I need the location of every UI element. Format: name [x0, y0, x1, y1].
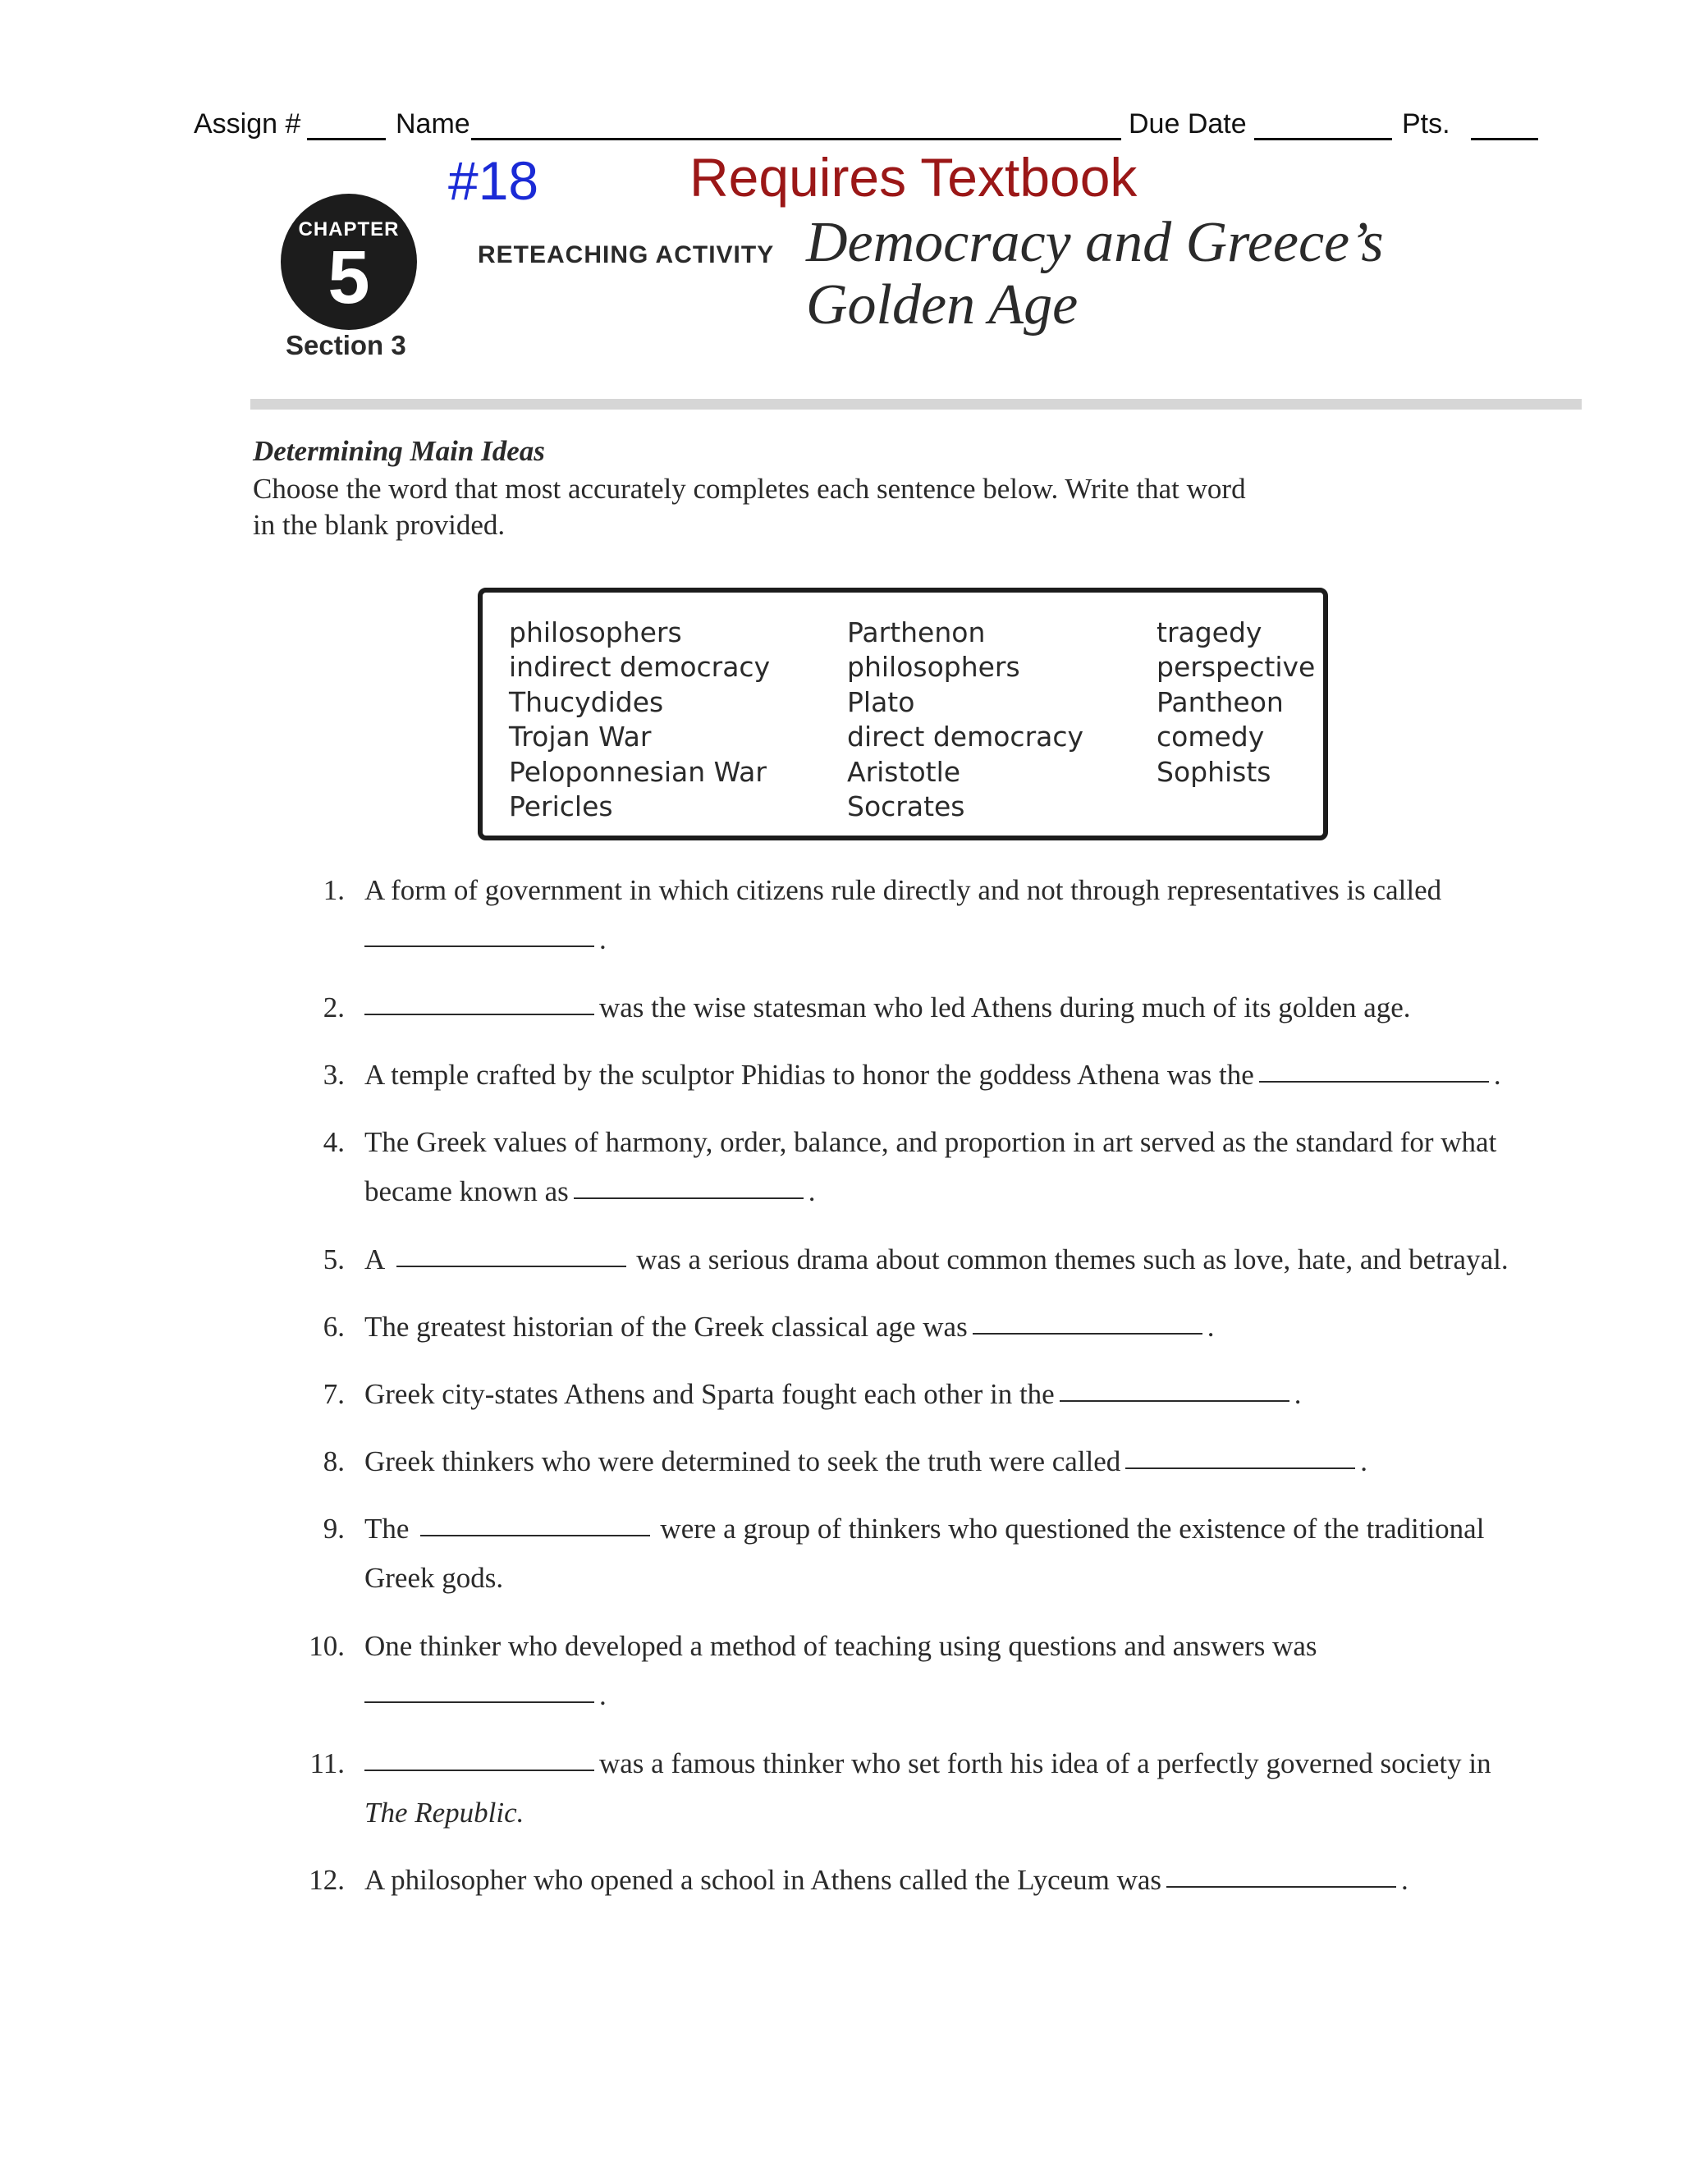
question-9-text: The were a group of thinkers who questioned the existence of the traditional — [364, 1513, 1485, 1545]
activity-label: RETEACHING ACTIVITY — [478, 241, 775, 268]
answer-blank-8[interactable] — [1125, 1467, 1355, 1469]
chapter-word: CHAPTER — [298, 218, 400, 240]
chapter-badge — [281, 194, 417, 330]
word-bank-item: perspective — [1157, 651, 1316, 684]
word-bank-item: philosophers — [509, 616, 682, 648]
question-10-text: One thinker who developed a method of teaching using questions and answers was — [364, 1630, 1317, 1662]
due-date-label: Due Date — [1129, 108, 1247, 140]
points-blank[interactable] — [1471, 138, 1538, 140]
assign-number-blank[interactable] — [307, 138, 386, 140]
answer-blank-1[interactable] — [364, 945, 594, 947]
answer-blank-6[interactable] — [973, 1333, 1202, 1335]
answer-blank-2[interactable] — [364, 1014, 594, 1015]
title-line-1: Democracy and Greece’s — [806, 211, 1384, 274]
question-9-line-2: Greek gods. — [364, 1562, 504, 1594]
word-bank-item: Pantheon — [1157, 685, 1284, 718]
chapter-number: 5 — [327, 236, 370, 319]
question-number: 1. — [323, 874, 345, 906]
answer-blank-10[interactable] — [364, 1701, 594, 1703]
instructions-line-2: in the blank provided. — [253, 509, 506, 541]
answer-blank-12[interactable] — [1166, 1886, 1396, 1888]
question-number: 6. — [323, 1311, 345, 1343]
word-bank-item: Sophists — [1157, 755, 1271, 788]
instructions-line-1: Choose the word that most accurately completes each sentence below. Write that word — [253, 473, 1246, 505]
word-bank-item: Parthenon — [847, 616, 986, 648]
question-number: 5. — [323, 1243, 345, 1275]
word-bank-item: Aristotle — [847, 755, 961, 788]
question-1-text: A form of government in which citizens rule directly and not through representatives is called — [364, 874, 1442, 906]
question-2-text: was the wise statesman who led Athens during much of its golden age. — [364, 991, 1411, 1024]
question-10-line-2: . — [364, 1679, 607, 1712]
requires-textbook-note: Requires Textbook — [689, 147, 1138, 208]
question-11-text: was a famous thinker who set forth his idea of a perfectly governed society in — [364, 1747, 1491, 1780]
word-bank-item: Peloponnesian War — [509, 755, 767, 788]
points-label: Pts. — [1402, 108, 1450, 140]
answer-blank-3[interactable] — [1259, 1081, 1489, 1083]
word-bank-item: comedy — [1157, 721, 1265, 753]
answer-blank-5[interactable] — [396, 1266, 626, 1267]
section-label: Section 3 — [286, 330, 406, 360]
word-bank-item: indirect democracy — [509, 651, 771, 684]
question-number: 7. — [323, 1378, 345, 1410]
question-number: 4. — [323, 1126, 345, 1158]
question-4-line-2: became known as . — [364, 1175, 816, 1207]
question-number: 10. — [309, 1630, 345, 1662]
word-bank-item: Trojan War — [509, 721, 652, 753]
word-bank-item: philosophers — [847, 651, 1020, 684]
question-1-line-2: . — [364, 923, 607, 956]
question-3-text: A temple crafted by the sculptor Phidias to honor the goddess Athena was the . — [364, 1059, 1501, 1091]
question-7-text: Greek city-states Athens and Sparta fought each other in the . — [364, 1378, 1302, 1410]
question-4-text: The Greek values of harmony, order, balance, and proportion in art served as the standard for what — [364, 1126, 1497, 1158]
word-bank-item: direct democracy — [847, 721, 1084, 753]
name-label: Name — [396, 108, 470, 140]
question-number: 12. — [309, 1864, 345, 1896]
question-number: 9. — [323, 1513, 345, 1545]
question-11-line-2: The Republic. — [364, 1797, 524, 1829]
answer-blank-4[interactable] — [574, 1197, 804, 1199]
subheading: Determining Main Ideas — [253, 435, 545, 467]
instructions — [253, 471, 1369, 543]
question-5-text: A was a serious drama about common themes such as love, hate, and betrayal. — [364, 1243, 1509, 1275]
word-bank-column-2 — [847, 616, 1083, 824]
word-bank-item: Thucydides — [509, 685, 664, 718]
question-6-text: The greatest historian of the Greek classical age was . — [364, 1311, 1215, 1343]
word-bank-item: Plato — [847, 685, 915, 718]
assignment-number: #18 — [448, 150, 539, 211]
word-bank — [478, 588, 1328, 840]
question-8-text: Greek thinkers who were determined to seek the truth were called . — [364, 1445, 1368, 1477]
word-bank-column-3 — [1157, 616, 1315, 790]
title-line-2: Golden Age — [806, 273, 1079, 337]
question-number: 11. — [309, 1747, 345, 1779]
question-number: 8. — [323, 1445, 345, 1477]
answer-blank-11[interactable] — [364, 1770, 594, 1771]
word-bank-item: Socrates — [847, 790, 965, 823]
question-12-text: A philosopher who opened a school in Athens called the Lyceum was . — [364, 1864, 1408, 1896]
question-number: 2. — [323, 991, 345, 1023]
answer-blank-9[interactable] — [420, 1535, 650, 1536]
name-blank[interactable] — [471, 138, 1121, 140]
header-divider — [250, 399, 1582, 410]
assign-label: Assign # — [194, 108, 301, 140]
due-date-blank[interactable] — [1254, 138, 1392, 140]
word-bank-column-1 — [509, 616, 770, 824]
page-title — [806, 212, 1384, 337]
answer-blank-7[interactable] — [1060, 1400, 1289, 1402]
word-bank-item: tragedy — [1157, 616, 1262, 648]
word-bank-item: Pericles — [509, 790, 613, 823]
question-number: 3. — [323, 1059, 345, 1091]
